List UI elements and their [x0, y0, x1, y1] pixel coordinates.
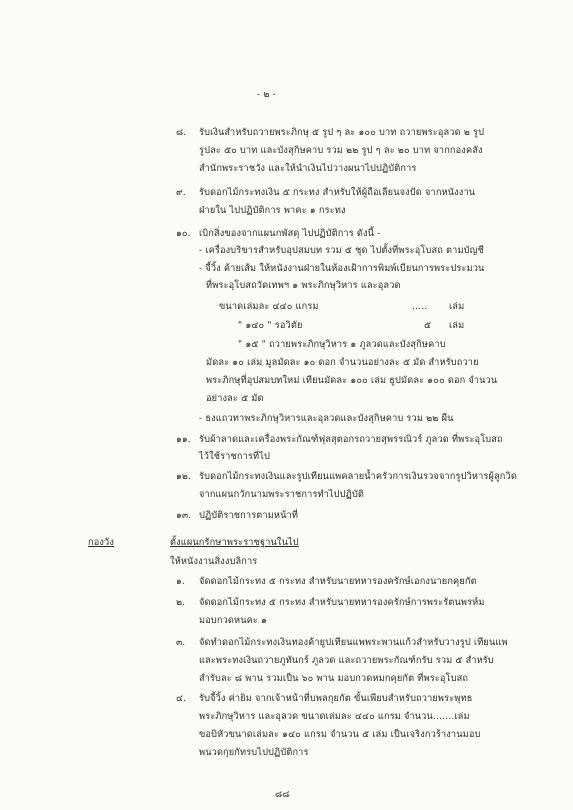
item-line: ที่พระอุโบสถวัดเทพฯ ๑ พระภิกษุวิหาร และอุลวด: [206, 280, 401, 291]
item-number: ๑๐.: [176, 228, 191, 239]
item-line: พนวดกุยกัทรบไปปฏิบัติการ: [199, 747, 309, 758]
item-line: มอบกวดหนคะ ๑: [199, 615, 268, 626]
item-line: ปฏิบัติราชการตามหน้าที่: [199, 510, 299, 521]
item-line: และพระทงเงินถวายภูทันกร์ ภูลวด และถวายพระกัณฑ์กรับ รวม ๕ สำหรับ: [199, 655, 494, 666]
item-line: พระภิกษุวิหาร และอุลวด ขนาดเล่มละ ๔๔๐ แกรม จำนวน.......เล่ม: [199, 711, 470, 722]
section-intro: ให้หนังงานสิ่งงบลิการ: [170, 556, 258, 567]
item-line: - จี้วิ้ง ค้ายเส้ม ให้หนังงานฝ่ายในห้องเฝ้าการพิมพ์เบียนการพระประมวน: [199, 263, 485, 274]
size-qty: .....: [412, 301, 428, 312]
item-line: สำรับละ ๘ พาน รวมเป็น ๖๐ พาน มอบกวดหมกคุยกัต ที่พระอุโบสถ: [199, 673, 469, 684]
size-qty: ๕: [424, 320, 432, 331]
size-label: ขนาดเล่มละ ๔๔๐ แกรม: [219, 301, 319, 312]
item-number: ๑๓.: [176, 510, 192, 521]
item-line: ขอบิหัวขนาดเล่มละ ๑๔๐ แกรม จำนวน ๕ เล่ม เป็นเจริงกวร้างานมอบ: [199, 729, 481, 740]
section-heading: ตั้งแผนกรักษาพระราชฐานในไป: [170, 537, 299, 548]
item-line: จัดทำดอกไม้กระทงเงินทองค้ายูปเทียนแพพระพานแก้วสำหรับวางรูป เทียนแพ: [199, 637, 508, 648]
size-unit: เล่ม: [449, 301, 465, 312]
item-line: ฝ่ายใน ไปปฏิบัติการ พาคะ ๑ กระทง: [199, 205, 346, 216]
item-line: รับเงินสำหรับถวายพระภิกษุ ๕ รูป ๆ ละ ๑๐๐ บาท ถวายพระอุลวด ๒ รูป: [199, 127, 485, 138]
item-line: รับดอกไม้กระทงเงิน ๕ กระทง สำหรับให้ผู้ถือเลียนจงปัด จากหนังงาน: [199, 187, 476, 198]
dash-line: - ธงแถวทาพระภิกษุวิหารและอุลวดและบังสุกิษคาบ รวม ๒๒ ผืน: [199, 413, 454, 424]
item-line: รับจี้วิ้ง ค่ายิม จากเจ้าหน้าที่บพลกุยกัต ขั้นเพียบสำหรับถวายพระพุทธ: [199, 693, 473, 704]
section-side-label: กองวัง: [88, 537, 114, 548]
item-number: ๔.: [176, 693, 186, 704]
item-number: ๑๑.: [176, 434, 191, 445]
item-number: ๑๒.: [176, 471, 191, 482]
item-line: รับผ้าลาดและเครื่องพระกัณฑ์ฟุลสุตอกรถวายสุพรรณิวร์ ภูลวด ที่พระอุโบสถ: [199, 434, 503, 445]
item-line: จากแผนกวักนามพระราชการทำไปปฏิบัติ: [199, 489, 365, 500]
item-line: จัดดอกไม้กระทง ๕ กระทง สำหรับนายทหารองครักษ์การพระรัตนพรห์ม: [199, 597, 485, 608]
item-line: จัดดอกไม้กระทง ๕ กระทง สำหรับนายทหารองครักษ์เอกงนายกคุยกัต: [199, 576, 477, 587]
item-line: สำนักพระราชวัง และให้นำเงินไปวางผนาไปปฏิบัติการ: [199, 163, 417, 174]
size-label: " ๑๕ " ถวายพระภิกษุวิหาร ๑ ภูลวดและบังสุกิษคาบ: [238, 339, 446, 350]
item-number: ๑.: [176, 576, 185, 587]
size-label: " ๑๔๐ " รอวิตัย: [238, 320, 303, 331]
item-number: ๓.: [176, 637, 186, 648]
page-number: ๘๘: [275, 789, 290, 800]
item-number: ๘.: [176, 127, 187, 138]
size-unit: เล่ม: [449, 320, 465, 331]
item-line: - เครื่องบริขารสำหรับอุปสมบท รวม ๕ ชุด ไปตั้งที่พระอุโบสถ ตามบัญชี: [199, 245, 485, 256]
item-line: เบิกสิ่งของจากแผนกพัสดุ ไปปฏิบัติการ ดังนี้ -: [199, 228, 381, 239]
item-line: ไว้ใช้ราชการที่ไป: [199, 451, 270, 462]
item-number: ๒.: [176, 597, 185, 608]
page-mark: - ๒ -: [257, 89, 276, 100]
size-continuation: อย่างละ ๕ มัด: [206, 393, 264, 404]
size-continuation: พระภิกษุที่อุปสมบทใหม่ เทียนมัดละ ๑๐๐ เล่ม ธูปมัดละ ๑๐๐ ดอก จำนวน: [206, 375, 498, 386]
item-line: รับดอกไม้กระทงเงินและรูปเทียนแพคลายน้ำครัวการเงินรวจจากรูปวิหารผู้ลูกวิด: [199, 471, 517, 482]
size-continuation: มัดละ ๑๐ เล่ม มูลมัดละ ๑๐ ดอก จำนวนอย่างละ ๕ มัด สำหรับถวาย: [206, 357, 479, 368]
item-line: รูปละ ๕๐ บาท และบังสุกิษคาบ รวม ๒๒ รูป ๆ ละ ๒๐ บาท จากกองคลัง: [199, 145, 483, 156]
item-number: ๙.: [176, 187, 186, 198]
